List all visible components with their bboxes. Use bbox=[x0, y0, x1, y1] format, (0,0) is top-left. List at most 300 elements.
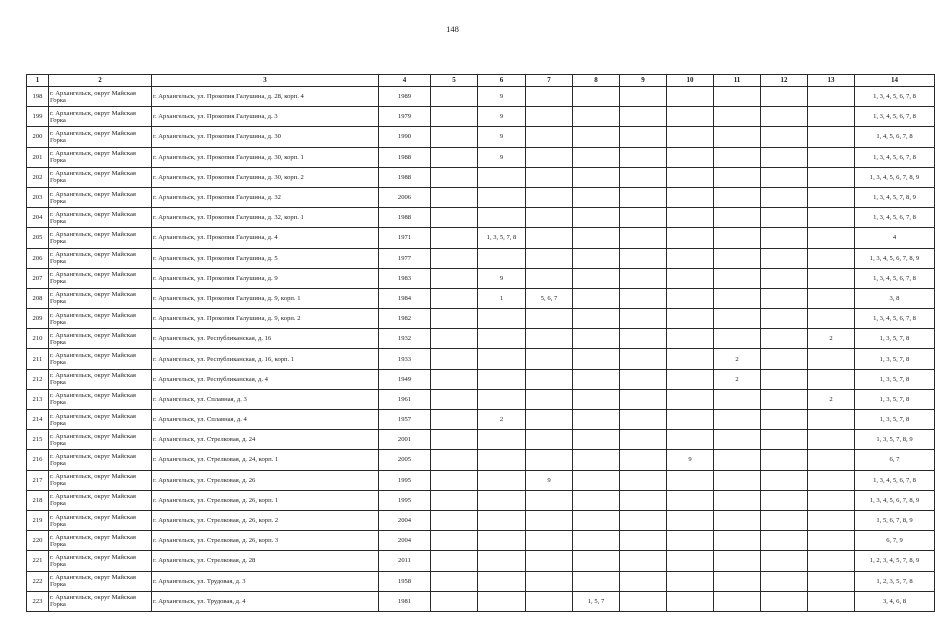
district-cell: г. Архангельск, округ Майская Горка bbox=[49, 167, 152, 187]
year-cell: 1995 bbox=[379, 470, 431, 490]
year-cell: 1988 bbox=[379, 167, 431, 187]
col-13-cell bbox=[808, 369, 855, 389]
col-11-cell bbox=[714, 410, 761, 430]
col-11-cell bbox=[714, 288, 761, 308]
col-13-cell bbox=[808, 248, 855, 268]
col-5-cell bbox=[431, 531, 478, 551]
table-row bbox=[27, 167, 935, 187]
column-header-3: 3 bbox=[152, 75, 379, 87]
col-7-cell bbox=[526, 369, 573, 389]
district-cell: г. Архангельск, округ Майская Горка bbox=[49, 551, 152, 571]
col-8-cell bbox=[573, 208, 620, 228]
district-cell: г. Архангельск, округ Майская Горка bbox=[49, 107, 152, 127]
col-11-cell bbox=[714, 127, 761, 147]
col-10-cell bbox=[667, 329, 714, 349]
col-12-cell bbox=[761, 591, 808, 611]
col-14-cell: 1, 3, 4, 5, 6, 7, 8 bbox=[855, 87, 935, 107]
row-number-cell: 221 bbox=[27, 551, 49, 571]
col-6-cell bbox=[478, 591, 526, 611]
col-12-cell bbox=[761, 389, 808, 409]
col-12-cell bbox=[761, 127, 808, 147]
column-header-10: 10 bbox=[667, 75, 714, 87]
column-header-12: 12 bbox=[761, 75, 808, 87]
table-row bbox=[27, 591, 935, 611]
col-9-cell bbox=[620, 167, 667, 187]
col-7-cell bbox=[526, 268, 573, 288]
year-cell: 1988 bbox=[379, 147, 431, 167]
district-cell: г. Архангельск, округ Майская Горка bbox=[49, 389, 152, 409]
col-12-cell bbox=[761, 208, 808, 228]
col-5-cell bbox=[431, 208, 478, 228]
year-cell: 2011 bbox=[379, 551, 431, 571]
col-11-cell bbox=[714, 208, 761, 228]
row-number-cell: 210 bbox=[27, 329, 49, 349]
col-6-cell bbox=[478, 470, 526, 490]
district-cell: г. Архангельск, округ Майская Горка bbox=[49, 187, 152, 207]
col-9-cell bbox=[620, 490, 667, 510]
column-header-11: 11 bbox=[714, 75, 761, 87]
col-13-cell bbox=[808, 309, 855, 329]
col-11-cell bbox=[714, 147, 761, 167]
year-cell: 1983 bbox=[379, 268, 431, 288]
col-12-cell bbox=[761, 410, 808, 430]
address-cell: г. Архангельск, ул. Стрелковая, д. 26 bbox=[152, 470, 379, 490]
col-14-cell: 3, 8 bbox=[855, 288, 935, 308]
address-cell: г. Архангельск, ул. Прокопия Галушина, д. 4 bbox=[152, 228, 379, 248]
col-11-cell bbox=[714, 107, 761, 127]
year-cell: 1995 bbox=[379, 490, 431, 510]
col-13-cell bbox=[808, 490, 855, 510]
col-10-cell bbox=[667, 389, 714, 409]
row-number-cell: 215 bbox=[27, 430, 49, 450]
year-cell: 1989 bbox=[379, 87, 431, 107]
col-5-cell bbox=[431, 268, 478, 288]
table-row bbox=[27, 187, 935, 207]
col-8-cell bbox=[573, 329, 620, 349]
row-number-cell: 208 bbox=[27, 288, 49, 308]
col-9-cell bbox=[620, 591, 667, 611]
col-8-cell bbox=[573, 410, 620, 430]
col-7-cell bbox=[526, 349, 573, 369]
col-9-cell bbox=[620, 571, 667, 591]
col-11-cell bbox=[714, 510, 761, 530]
col-8-cell bbox=[573, 349, 620, 369]
col-12-cell bbox=[761, 288, 808, 308]
address-cell: г. Архангельск, ул. Прокопия Галушина, д. 30, корп. 1 bbox=[152, 147, 379, 167]
col-13-cell: 2 bbox=[808, 329, 855, 349]
col-5-cell bbox=[431, 248, 478, 268]
col-8-cell bbox=[573, 87, 620, 107]
district-cell: г. Архангельск, округ Майская Горка bbox=[49, 531, 152, 551]
column-header-4: 4 bbox=[379, 75, 431, 87]
col-6-cell bbox=[478, 531, 526, 551]
district-cell: г. Архангельск, округ Майская Горка bbox=[49, 309, 152, 329]
col-7-cell bbox=[526, 167, 573, 187]
address-cell: г. Архангельск, ул. Сплавная, д. 3 bbox=[152, 389, 379, 409]
col-14-cell: 1, 3, 5, 7, 8 bbox=[855, 349, 935, 369]
col-6-cell: 1, 3, 5, 7, 8 bbox=[478, 228, 526, 248]
col-11-cell bbox=[714, 329, 761, 349]
address-cell: г. Архангельск, ул. Стрелковая, д. 24, корп. 1 bbox=[152, 450, 379, 470]
col-10-cell bbox=[667, 591, 714, 611]
year-cell: 1932 bbox=[379, 329, 431, 349]
year-cell: 1982 bbox=[379, 309, 431, 329]
col-5-cell bbox=[431, 187, 478, 207]
col-11-cell bbox=[714, 87, 761, 107]
col-6-cell bbox=[478, 430, 526, 450]
col-12-cell bbox=[761, 167, 808, 187]
row-number-cell: 223 bbox=[27, 591, 49, 611]
col-9-cell bbox=[620, 450, 667, 470]
col-13-cell bbox=[808, 430, 855, 450]
row-number-cell: 198 bbox=[27, 87, 49, 107]
col-13-cell bbox=[808, 450, 855, 470]
col-7-cell bbox=[526, 430, 573, 450]
col-6-cell bbox=[478, 167, 526, 187]
table-row bbox=[27, 147, 935, 167]
col-10-cell bbox=[667, 369, 714, 389]
district-cell: г. Архангельск, округ Майская Горка bbox=[49, 329, 152, 349]
col-5-cell bbox=[431, 107, 478, 127]
col-9-cell bbox=[620, 531, 667, 551]
col-14-cell: 1, 2, 3, 4, 5, 7, 8, 9 bbox=[855, 551, 935, 571]
header-row bbox=[27, 75, 935, 87]
col-6-cell: 9 bbox=[478, 268, 526, 288]
col-6-cell: 1 bbox=[478, 288, 526, 308]
col-12-cell bbox=[761, 87, 808, 107]
district-cell: г. Архангельск, округ Майская Горка bbox=[49, 369, 152, 389]
col-8-cell bbox=[573, 470, 620, 490]
col-9-cell bbox=[620, 228, 667, 248]
col-5-cell bbox=[431, 329, 478, 349]
address-cell: г. Архангельск, ул. Стрелковая, д. 24 bbox=[152, 430, 379, 450]
col-7-cell bbox=[526, 127, 573, 147]
table-row bbox=[27, 309, 935, 329]
col-8-cell bbox=[573, 490, 620, 510]
col-8-cell bbox=[573, 268, 620, 288]
col-12-cell bbox=[761, 228, 808, 248]
col-9-cell bbox=[620, 369, 667, 389]
table-row bbox=[27, 551, 935, 571]
col-6-cell bbox=[478, 187, 526, 207]
col-12-cell bbox=[761, 349, 808, 369]
col-9-cell bbox=[620, 349, 667, 369]
col-13-cell bbox=[808, 87, 855, 107]
address-cell: г. Архангельск, ул. Трудовая, д. 4 bbox=[152, 591, 379, 611]
col-10-cell bbox=[667, 490, 714, 510]
col-5-cell bbox=[431, 490, 478, 510]
col-6-cell bbox=[478, 369, 526, 389]
col-5-cell bbox=[431, 228, 478, 248]
col-10-cell: 9 bbox=[667, 450, 714, 470]
column-header-13: 13 bbox=[808, 75, 855, 87]
col-6-cell: 9 bbox=[478, 127, 526, 147]
col-13-cell bbox=[808, 349, 855, 369]
col-14-cell: 1, 3, 4, 5, 6, 7, 8 bbox=[855, 147, 935, 167]
col-10-cell bbox=[667, 531, 714, 551]
row-number-cell: 213 bbox=[27, 389, 49, 409]
col-12-cell bbox=[761, 268, 808, 288]
col-8-cell bbox=[573, 369, 620, 389]
col-8-cell bbox=[573, 450, 620, 470]
col-13-cell bbox=[808, 167, 855, 187]
col-12-cell bbox=[761, 187, 808, 207]
page-number: 148 bbox=[446, 24, 459, 34]
address-cell: г. Архангельск, ул. Стрелковая, д. 28 bbox=[152, 551, 379, 571]
col-9-cell bbox=[620, 288, 667, 308]
row-number-cell: 201 bbox=[27, 147, 49, 167]
col-14-cell: 1, 3, 5, 7, 8 bbox=[855, 329, 935, 349]
col-8-cell bbox=[573, 571, 620, 591]
col-11-cell bbox=[714, 470, 761, 490]
year-cell: 2006 bbox=[379, 187, 431, 207]
col-9-cell bbox=[620, 309, 667, 329]
col-5-cell bbox=[431, 571, 478, 591]
col-9-cell bbox=[620, 248, 667, 268]
col-5-cell bbox=[431, 430, 478, 450]
district-cell: г. Архангельск, округ Майская Горка bbox=[49, 450, 152, 470]
col-5-cell bbox=[431, 510, 478, 530]
col-14-cell: 6, 7, 9 bbox=[855, 531, 935, 551]
address-cell: г. Архангельск, ул. Республиканская, д. 16 bbox=[152, 329, 379, 349]
col-14-cell: 1, 3, 4, 5, 6, 7, 8 bbox=[855, 107, 935, 127]
row-number-cell: 212 bbox=[27, 369, 49, 389]
col-5-cell bbox=[431, 410, 478, 430]
col-9-cell bbox=[620, 208, 667, 228]
col-11-cell bbox=[714, 167, 761, 187]
col-7-cell: 9 bbox=[526, 470, 573, 490]
district-cell: г. Архангельск, округ Майская Горка bbox=[49, 208, 152, 228]
col-11-cell bbox=[714, 531, 761, 551]
district-cell: г. Архангельск, округ Майская Горка bbox=[49, 470, 152, 490]
col-10-cell bbox=[667, 107, 714, 127]
col-12-cell bbox=[761, 490, 808, 510]
col-10-cell bbox=[667, 268, 714, 288]
address-cell: г. Архангельск, ул. Прокопия Галушина, д. 9, корп. 1 bbox=[152, 288, 379, 308]
col-9-cell bbox=[620, 187, 667, 207]
col-6-cell: 9 bbox=[478, 147, 526, 167]
row-number-cell: 211 bbox=[27, 349, 49, 369]
col-14-cell: 1, 4, 5, 6, 7, 8 bbox=[855, 127, 935, 147]
col-7-cell bbox=[526, 450, 573, 470]
col-6-cell bbox=[478, 551, 526, 571]
row-number-cell: 222 bbox=[27, 571, 49, 591]
col-7-cell bbox=[526, 187, 573, 207]
col-9-cell bbox=[620, 107, 667, 127]
col-13-cell bbox=[808, 228, 855, 248]
address-cell: г. Архангельск, ул. Республиканская, д. 4 bbox=[152, 369, 379, 389]
table-row bbox=[27, 571, 935, 591]
col-8-cell bbox=[573, 228, 620, 248]
col-6-cell bbox=[478, 389, 526, 409]
col-11-cell: 2 bbox=[714, 349, 761, 369]
district-cell: г. Архангельск, округ Майская Горка bbox=[49, 591, 152, 611]
col-13-cell bbox=[808, 410, 855, 430]
col-12-cell bbox=[761, 470, 808, 490]
col-7-cell bbox=[526, 107, 573, 127]
col-9-cell bbox=[620, 410, 667, 430]
col-10-cell bbox=[667, 208, 714, 228]
col-9-cell bbox=[620, 127, 667, 147]
year-cell: 1977 bbox=[379, 248, 431, 268]
col-12-cell bbox=[761, 147, 808, 167]
col-13-cell bbox=[808, 187, 855, 207]
table-row bbox=[27, 87, 935, 107]
col-6-cell bbox=[478, 450, 526, 470]
col-13-cell bbox=[808, 147, 855, 167]
col-5-cell bbox=[431, 450, 478, 470]
col-10-cell bbox=[667, 470, 714, 490]
row-number-cell: 207 bbox=[27, 268, 49, 288]
col-6-cell bbox=[478, 349, 526, 369]
col-12-cell bbox=[761, 551, 808, 571]
col-8-cell bbox=[573, 127, 620, 147]
col-10-cell bbox=[667, 551, 714, 571]
row-number-cell: 217 bbox=[27, 470, 49, 490]
district-cell: г. Архангельск, округ Майская Горка bbox=[49, 349, 152, 369]
col-7-cell bbox=[526, 591, 573, 611]
col-8-cell bbox=[573, 389, 620, 409]
column-header-14: 14 bbox=[855, 75, 935, 87]
address-cell: г. Архангельск, ул. Прокопия Галушина, д. 30, корп. 2 bbox=[152, 167, 379, 187]
col-14-cell: 1, 5, 6, 7, 8, 9 bbox=[855, 510, 935, 530]
col-7-cell bbox=[526, 248, 573, 268]
col-11-cell bbox=[714, 430, 761, 450]
address-cell: г. Архангельск, ул. Прокопия Галушина, д. 32, корп. 1 bbox=[152, 208, 379, 228]
col-6-cell bbox=[478, 208, 526, 228]
col-8-cell bbox=[573, 288, 620, 308]
row-number-cell: 219 bbox=[27, 510, 49, 530]
address-cell: г. Архангельск, ул. Прокопия Галушина, д. 9 bbox=[152, 268, 379, 288]
col-14-cell: 1, 3, 4, 5, 7, 8, 9 bbox=[855, 187, 935, 207]
table-row bbox=[27, 127, 935, 147]
col-14-cell: 1, 3, 5, 7, 8 bbox=[855, 389, 935, 409]
year-cell: 1984 bbox=[379, 288, 431, 308]
col-10-cell bbox=[667, 147, 714, 167]
table-row bbox=[27, 490, 935, 510]
col-8-cell bbox=[573, 430, 620, 450]
col-7-cell bbox=[526, 531, 573, 551]
table-body bbox=[27, 87, 935, 612]
district-cell: г. Архангельск, округ Майская Горка bbox=[49, 127, 152, 147]
year-cell: 2005 bbox=[379, 450, 431, 470]
col-9-cell bbox=[620, 147, 667, 167]
col-6-cell: 2 bbox=[478, 410, 526, 430]
row-number-cell: 216 bbox=[27, 450, 49, 470]
col-5-cell bbox=[431, 147, 478, 167]
row-number-cell: 220 bbox=[27, 531, 49, 551]
col-11-cell bbox=[714, 309, 761, 329]
col-9-cell bbox=[620, 470, 667, 490]
table-row bbox=[27, 450, 935, 470]
col-5-cell bbox=[431, 87, 478, 107]
address-cell: г. Архангельск, ул. Прокопия Галушина, д. 32 bbox=[152, 187, 379, 207]
row-number-cell: 214 bbox=[27, 410, 49, 430]
col-12-cell bbox=[761, 510, 808, 530]
district-cell: г. Архангельск, округ Майская Горка bbox=[49, 430, 152, 450]
district-cell: г. Архангельск, округ Майская Горка bbox=[49, 288, 152, 308]
col-8-cell bbox=[573, 167, 620, 187]
year-cell: 1961 bbox=[379, 389, 431, 409]
col-13-cell bbox=[808, 571, 855, 591]
address-cell: г. Архангельск, ул. Трудовая, д. 3 bbox=[152, 571, 379, 591]
col-11-cell bbox=[714, 268, 761, 288]
address-cell: г. Архангельск, ул. Прокопия Галушина, д. 30 bbox=[152, 127, 379, 147]
col-7-cell bbox=[526, 571, 573, 591]
col-7-cell bbox=[526, 510, 573, 530]
col-9-cell bbox=[620, 430, 667, 450]
col-11-cell bbox=[714, 187, 761, 207]
col-7-cell bbox=[526, 490, 573, 510]
col-6-cell bbox=[478, 329, 526, 349]
address-cell: г. Архангельск, ул. Стрелковая, д. 26, корп. 1 bbox=[152, 490, 379, 510]
row-number-cell: 205 bbox=[27, 228, 49, 248]
col-10-cell bbox=[667, 87, 714, 107]
district-cell: г. Архангельск, округ Майская Горка bbox=[49, 510, 152, 530]
address-cell: г. Архангельск, ул. Стрелковая, д. 26, корп. 3 bbox=[152, 531, 379, 551]
col-14-cell: 1, 2, 3, 5, 7, 8 bbox=[855, 571, 935, 591]
col-7-cell bbox=[526, 228, 573, 248]
col-13-cell bbox=[808, 510, 855, 530]
col-7-cell bbox=[526, 208, 573, 228]
address-cell: г. Архангельск, ул. Прокопия Галушина, д. 3 bbox=[152, 107, 379, 127]
row-number-cell: 206 bbox=[27, 248, 49, 268]
col-8-cell bbox=[573, 147, 620, 167]
col-5-cell bbox=[431, 309, 478, 329]
address-cell: г. Архангельск, ул. Прокопия Галушина, д. 5 bbox=[152, 248, 379, 268]
col-10-cell bbox=[667, 309, 714, 329]
district-cell: г. Архангельск, округ Майская Горка bbox=[49, 228, 152, 248]
table-row bbox=[27, 107, 935, 127]
col-13-cell bbox=[808, 551, 855, 571]
col-6-cell bbox=[478, 490, 526, 510]
row-number-cell: 209 bbox=[27, 309, 49, 329]
col-14-cell: 4 bbox=[855, 228, 935, 248]
col-7-cell bbox=[526, 309, 573, 329]
col-7-cell bbox=[526, 410, 573, 430]
col-11-cell: 2 bbox=[714, 369, 761, 389]
col-11-cell bbox=[714, 248, 761, 268]
row-number-cell: 199 bbox=[27, 107, 49, 127]
col-10-cell bbox=[667, 349, 714, 369]
year-cell: 1933 bbox=[379, 349, 431, 369]
table-header bbox=[27, 75, 935, 87]
col-10-cell bbox=[667, 430, 714, 450]
district-cell: г. Архангельск, округ Майская Горка bbox=[49, 248, 152, 268]
col-6-cell: 9 bbox=[478, 87, 526, 107]
table-row bbox=[27, 470, 935, 490]
row-number-cell: 204 bbox=[27, 208, 49, 228]
row-number-cell: 202 bbox=[27, 167, 49, 187]
col-8-cell bbox=[573, 551, 620, 571]
col-12-cell bbox=[761, 531, 808, 551]
col-9-cell bbox=[620, 551, 667, 571]
col-10-cell bbox=[667, 288, 714, 308]
table-row bbox=[27, 288, 935, 308]
year-cell: 2004 bbox=[379, 531, 431, 551]
col-5-cell bbox=[431, 369, 478, 389]
table-row bbox=[27, 389, 935, 409]
year-cell: 1988 bbox=[379, 208, 431, 228]
table-row bbox=[27, 329, 935, 349]
col-5-cell bbox=[431, 389, 478, 409]
col-6-cell bbox=[478, 571, 526, 591]
table-row bbox=[27, 268, 935, 288]
col-11-cell bbox=[714, 571, 761, 591]
col-9-cell bbox=[620, 329, 667, 349]
row-number-cell: 218 bbox=[27, 490, 49, 510]
col-5-cell bbox=[431, 167, 478, 187]
